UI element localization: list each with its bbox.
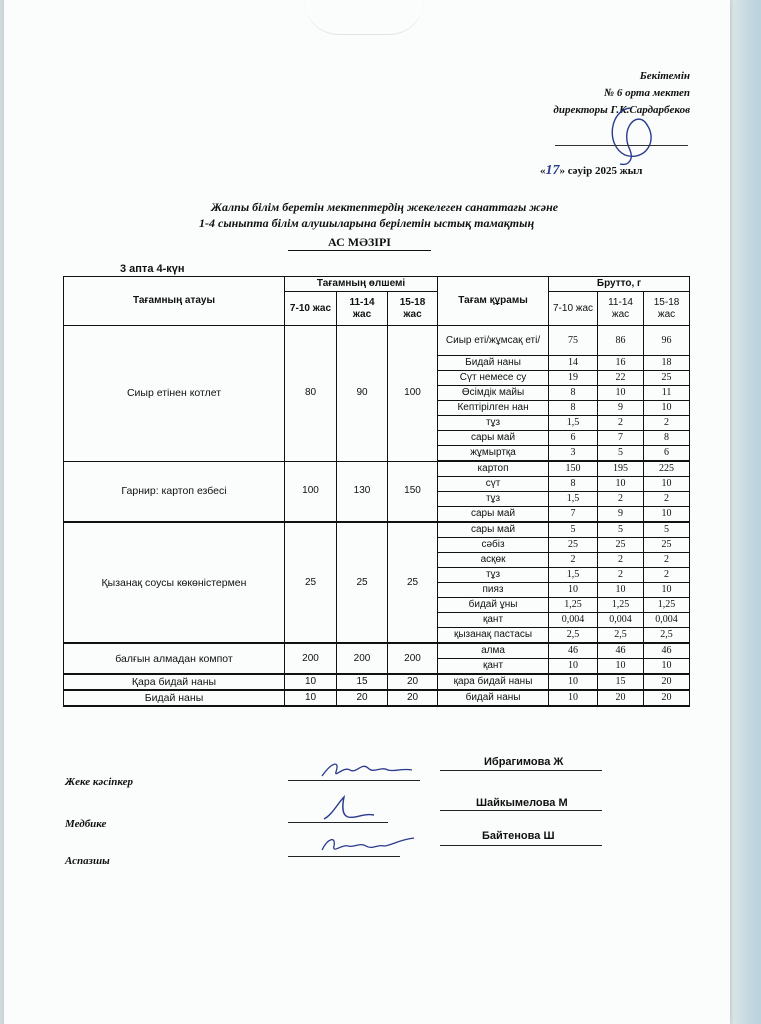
sign-line-cook xyxy=(288,856,400,857)
portion-7-10: 100 xyxy=(285,461,337,522)
brutto-7-10: 10 xyxy=(549,690,598,706)
director-sign-line xyxy=(555,145,688,146)
brutto-15-18: 10 xyxy=(644,507,690,523)
menu-title: АС МӘЗІРІ xyxy=(288,235,431,251)
brutto-11-14: 7 xyxy=(598,431,644,446)
signature-role-entrepreneur: Жеке кәсіпкер xyxy=(65,776,134,788)
date-day: 17 xyxy=(545,163,560,178)
brutto-7-10: 0,004 xyxy=(549,613,598,628)
brutto-11-14: 22 xyxy=(598,371,644,386)
ingredient-name: сары май xyxy=(438,507,549,523)
ingredient-name: алма xyxy=(438,643,549,659)
brutto-15-18: 18 xyxy=(644,356,690,371)
portion-7-10: 10 xyxy=(285,674,337,690)
portion-7-10: 200 xyxy=(285,643,337,674)
sign-line-nurse xyxy=(288,822,388,823)
brutto-7-10: 10 xyxy=(549,583,598,598)
portion-11-14: 200 xyxy=(337,643,388,674)
table-row xyxy=(64,326,690,356)
background-folder-edge xyxy=(728,0,761,1024)
table-row xyxy=(64,690,690,706)
brutto-15-18: 1,25 xyxy=(644,598,690,613)
brutto-11-14: 16 xyxy=(598,356,644,371)
brutto-15-18: 25 xyxy=(644,371,690,386)
approval-date xyxy=(540,163,642,179)
brutto-7-10: 75 xyxy=(549,326,598,356)
brutto-7-10: 2,5 xyxy=(549,628,598,644)
week-day-label: 3 апта 4-күн xyxy=(120,263,185,275)
table-row xyxy=(64,643,690,659)
date-open-quote: « xyxy=(540,165,546,177)
brutto-7-10: 25 xyxy=(549,538,598,553)
brutto-11-14: 10 xyxy=(598,386,644,401)
paper-fold-mark xyxy=(304,0,424,35)
header-portion-age-7-10: 7-10 жас xyxy=(285,292,337,326)
brutto-7-10: 150 xyxy=(549,461,598,477)
ingredient-name: сүт xyxy=(438,477,549,492)
brutto-11-14: 25 xyxy=(598,538,644,553)
brutto-15-18: 2 xyxy=(644,416,690,431)
header-dish-name: Тағамның атауы xyxy=(64,277,285,326)
brutto-11-14: 9 xyxy=(598,507,644,523)
cook-signature xyxy=(318,832,418,858)
brutto-7-10: 46 xyxy=(549,643,598,659)
portion-15-18: 25 xyxy=(388,522,438,643)
signature-role-nurse: Медбике xyxy=(65,818,107,830)
nurse-signature xyxy=(318,793,378,823)
brutto-7-10: 3 xyxy=(549,446,598,462)
table-row xyxy=(64,522,690,538)
portion-15-18: 150 xyxy=(388,461,438,522)
brutto-11-14: 2,5 xyxy=(598,628,644,644)
brutto-15-18: 96 xyxy=(644,326,690,356)
dish-name: Сиыр етінен котлет xyxy=(64,326,285,462)
brutto-15-18: 10 xyxy=(644,583,690,598)
brutto-7-10: 6 xyxy=(549,431,598,446)
brutto-11-14: 2 xyxy=(598,492,644,507)
brutto-15-18: 25 xyxy=(644,538,690,553)
director-signature xyxy=(590,100,680,170)
header-brutto-age-15-18: 15-18 жас xyxy=(644,292,690,326)
brutto-7-10: 1,5 xyxy=(549,492,598,507)
brutto-15-18: 10 xyxy=(644,659,690,675)
ingredient-name: сәбіз xyxy=(438,538,549,553)
portion-11-14: 20 xyxy=(337,690,388,706)
ingredient-name: бидай ұны xyxy=(438,598,549,613)
brutto-7-10: 19 xyxy=(549,371,598,386)
brutto-15-18: 2,5 xyxy=(644,628,690,644)
brutto-7-10: 8 xyxy=(549,401,598,416)
approval-school: № 6 орта мектеп xyxy=(604,87,690,99)
portion-15-18: 200 xyxy=(388,643,438,674)
brutto-11-14: 2 xyxy=(598,553,644,568)
ingredient-name: тұз xyxy=(438,416,549,431)
header-portion-age-15-18: 15-18 жас xyxy=(388,292,438,326)
brutto-7-10: 8 xyxy=(549,386,598,401)
heading-line-2: 1-4 сыныпта білім алушыларына берілетін ыстық тамақтың xyxy=(199,216,535,230)
brutto-7-10: 10 xyxy=(549,674,598,690)
brutto-11-14: 5 xyxy=(598,446,644,462)
ingredient-name: қант xyxy=(438,613,549,628)
header-brutto-age-11-14: 11-14 жас xyxy=(598,292,644,326)
ingredient-name: жұмыртқа xyxy=(438,446,549,462)
name-line-entrepreneur xyxy=(440,770,602,771)
brutto-11-14: 0,004 xyxy=(598,613,644,628)
brutto-15-18: 225 xyxy=(644,461,690,477)
header-composition: Тағам құрамы xyxy=(438,277,549,326)
brutto-15-18: 10 xyxy=(644,401,690,416)
heading-line-1: Жалпы білім беретін мектептердің жекелеген санаттағы және xyxy=(211,200,559,214)
brutto-11-14: 46 xyxy=(598,643,644,659)
portion-11-14: 25 xyxy=(337,522,388,643)
brutto-15-18: 2 xyxy=(644,492,690,507)
portion-7-10: 80 xyxy=(285,326,337,462)
ingredient-name: тұз xyxy=(438,492,549,507)
portion-7-10: 10 xyxy=(285,690,337,706)
brutto-15-18: 2 xyxy=(644,553,690,568)
brutto-7-10: 2 xyxy=(549,553,598,568)
ingredient-name: тұз xyxy=(438,568,549,583)
brutto-7-10: 7 xyxy=(549,507,598,523)
menu-table xyxy=(63,276,690,707)
brutto-7-10: 1,5 xyxy=(549,416,598,431)
ingredient-name: қант xyxy=(438,659,549,675)
ingredient-name: қызанақ пастасы xyxy=(438,628,549,644)
brutto-15-18: 5 xyxy=(644,522,690,538)
brutto-11-14: 15 xyxy=(598,674,644,690)
header-portion: Тағамның өлшемі xyxy=(285,277,438,292)
table-row xyxy=(64,461,690,477)
dish-name: балғын алмадан компот xyxy=(64,643,285,674)
brutto-7-10: 10 xyxy=(549,659,598,675)
ingredient-name: бидай наны xyxy=(438,690,549,706)
brutto-7-10: 8 xyxy=(549,477,598,492)
brutto-11-14: 2 xyxy=(598,568,644,583)
ingredient-name: асқөк xyxy=(438,553,549,568)
table-row xyxy=(64,674,690,690)
header-brutto-age-7-10: 7-10 жас xyxy=(549,292,598,326)
brutto-11-14: 10 xyxy=(598,659,644,675)
portion-11-14: 15 xyxy=(337,674,388,690)
brutto-11-14: 86 xyxy=(598,326,644,356)
approval-title: Бекітемін xyxy=(639,70,690,82)
brutto-11-14: 2 xyxy=(598,416,644,431)
brutto-15-18: 11 xyxy=(644,386,690,401)
brutto-11-14: 9 xyxy=(598,401,644,416)
approval-director: директоры Г.К.Сардарбеков xyxy=(553,104,690,116)
ingredient-name: пияз xyxy=(438,583,549,598)
brutto-15-18: 20 xyxy=(644,690,690,706)
ingredient-name: Кептірілген нан xyxy=(438,401,549,416)
header-brutto: Брутто, г xyxy=(549,277,690,292)
brutto-7-10: 1,5 xyxy=(549,568,598,583)
ingredient-name: картоп xyxy=(438,461,549,477)
brutto-15-18: 0,004 xyxy=(644,613,690,628)
brutto-15-18: 46 xyxy=(644,643,690,659)
dish-name: Қара бидай наны xyxy=(64,674,285,690)
brutto-7-10: 1,25 xyxy=(549,598,598,613)
brutto-11-14: 10 xyxy=(598,583,644,598)
signature-role-cook: Аспазшы xyxy=(65,855,110,867)
portion-11-14: 90 xyxy=(337,326,388,462)
name-line-cook xyxy=(440,845,602,846)
brutto-11-14: 195 xyxy=(598,461,644,477)
brutto-11-14: 5 xyxy=(598,522,644,538)
ingredient-name: Өсімдік майы xyxy=(438,386,549,401)
portion-11-14: 130 xyxy=(337,461,388,522)
date-rest: » сәуір 2025 жыл xyxy=(559,165,643,177)
brutto-11-14: 10 xyxy=(598,477,644,492)
brutto-15-18: 6 xyxy=(644,446,690,462)
signature-name-nurse: Шайкымелова М xyxy=(476,797,568,809)
brutto-11-14: 20 xyxy=(598,690,644,706)
brutto-15-18: 10 xyxy=(644,477,690,492)
portion-15-18: 20 xyxy=(388,690,438,706)
header-portion-age-11-14: 11-14 жас xyxy=(337,292,388,326)
ingredient-name: сары май xyxy=(438,522,549,538)
ingredient-name: Сиыр еті/жұмсақ еті/ xyxy=(438,326,549,356)
brutto-7-10: 14 xyxy=(549,356,598,371)
ingredient-name: Сүт немесе су xyxy=(438,371,549,386)
ingredient-name: Бидай наны xyxy=(438,356,549,371)
dish-name: Бидай наны xyxy=(64,690,285,706)
name-line-nurse xyxy=(440,810,602,811)
signature-name-cook: Байтенова Ш xyxy=(482,830,555,842)
dish-name: Қызанақ соусы көкөністермен xyxy=(64,522,285,643)
portion-7-10: 25 xyxy=(285,522,337,643)
ingredient-name: қара бидай наны xyxy=(438,674,549,690)
dish-name: Гарнир: картоп езбесі xyxy=(64,461,285,522)
sign-line-entrepreneur xyxy=(288,780,420,781)
brutto-15-18: 8 xyxy=(644,431,690,446)
portion-15-18: 100 xyxy=(388,326,438,462)
ingredient-name: сары май xyxy=(438,431,549,446)
brutto-15-18: 2 xyxy=(644,568,690,583)
signature-name-entrepreneur: Ибрагимова Ж xyxy=(484,756,564,768)
brutto-11-14: 1,25 xyxy=(598,598,644,613)
brutto-15-18: 20 xyxy=(644,674,690,690)
portion-15-18: 20 xyxy=(388,674,438,690)
brutto-7-10: 5 xyxy=(549,522,598,538)
